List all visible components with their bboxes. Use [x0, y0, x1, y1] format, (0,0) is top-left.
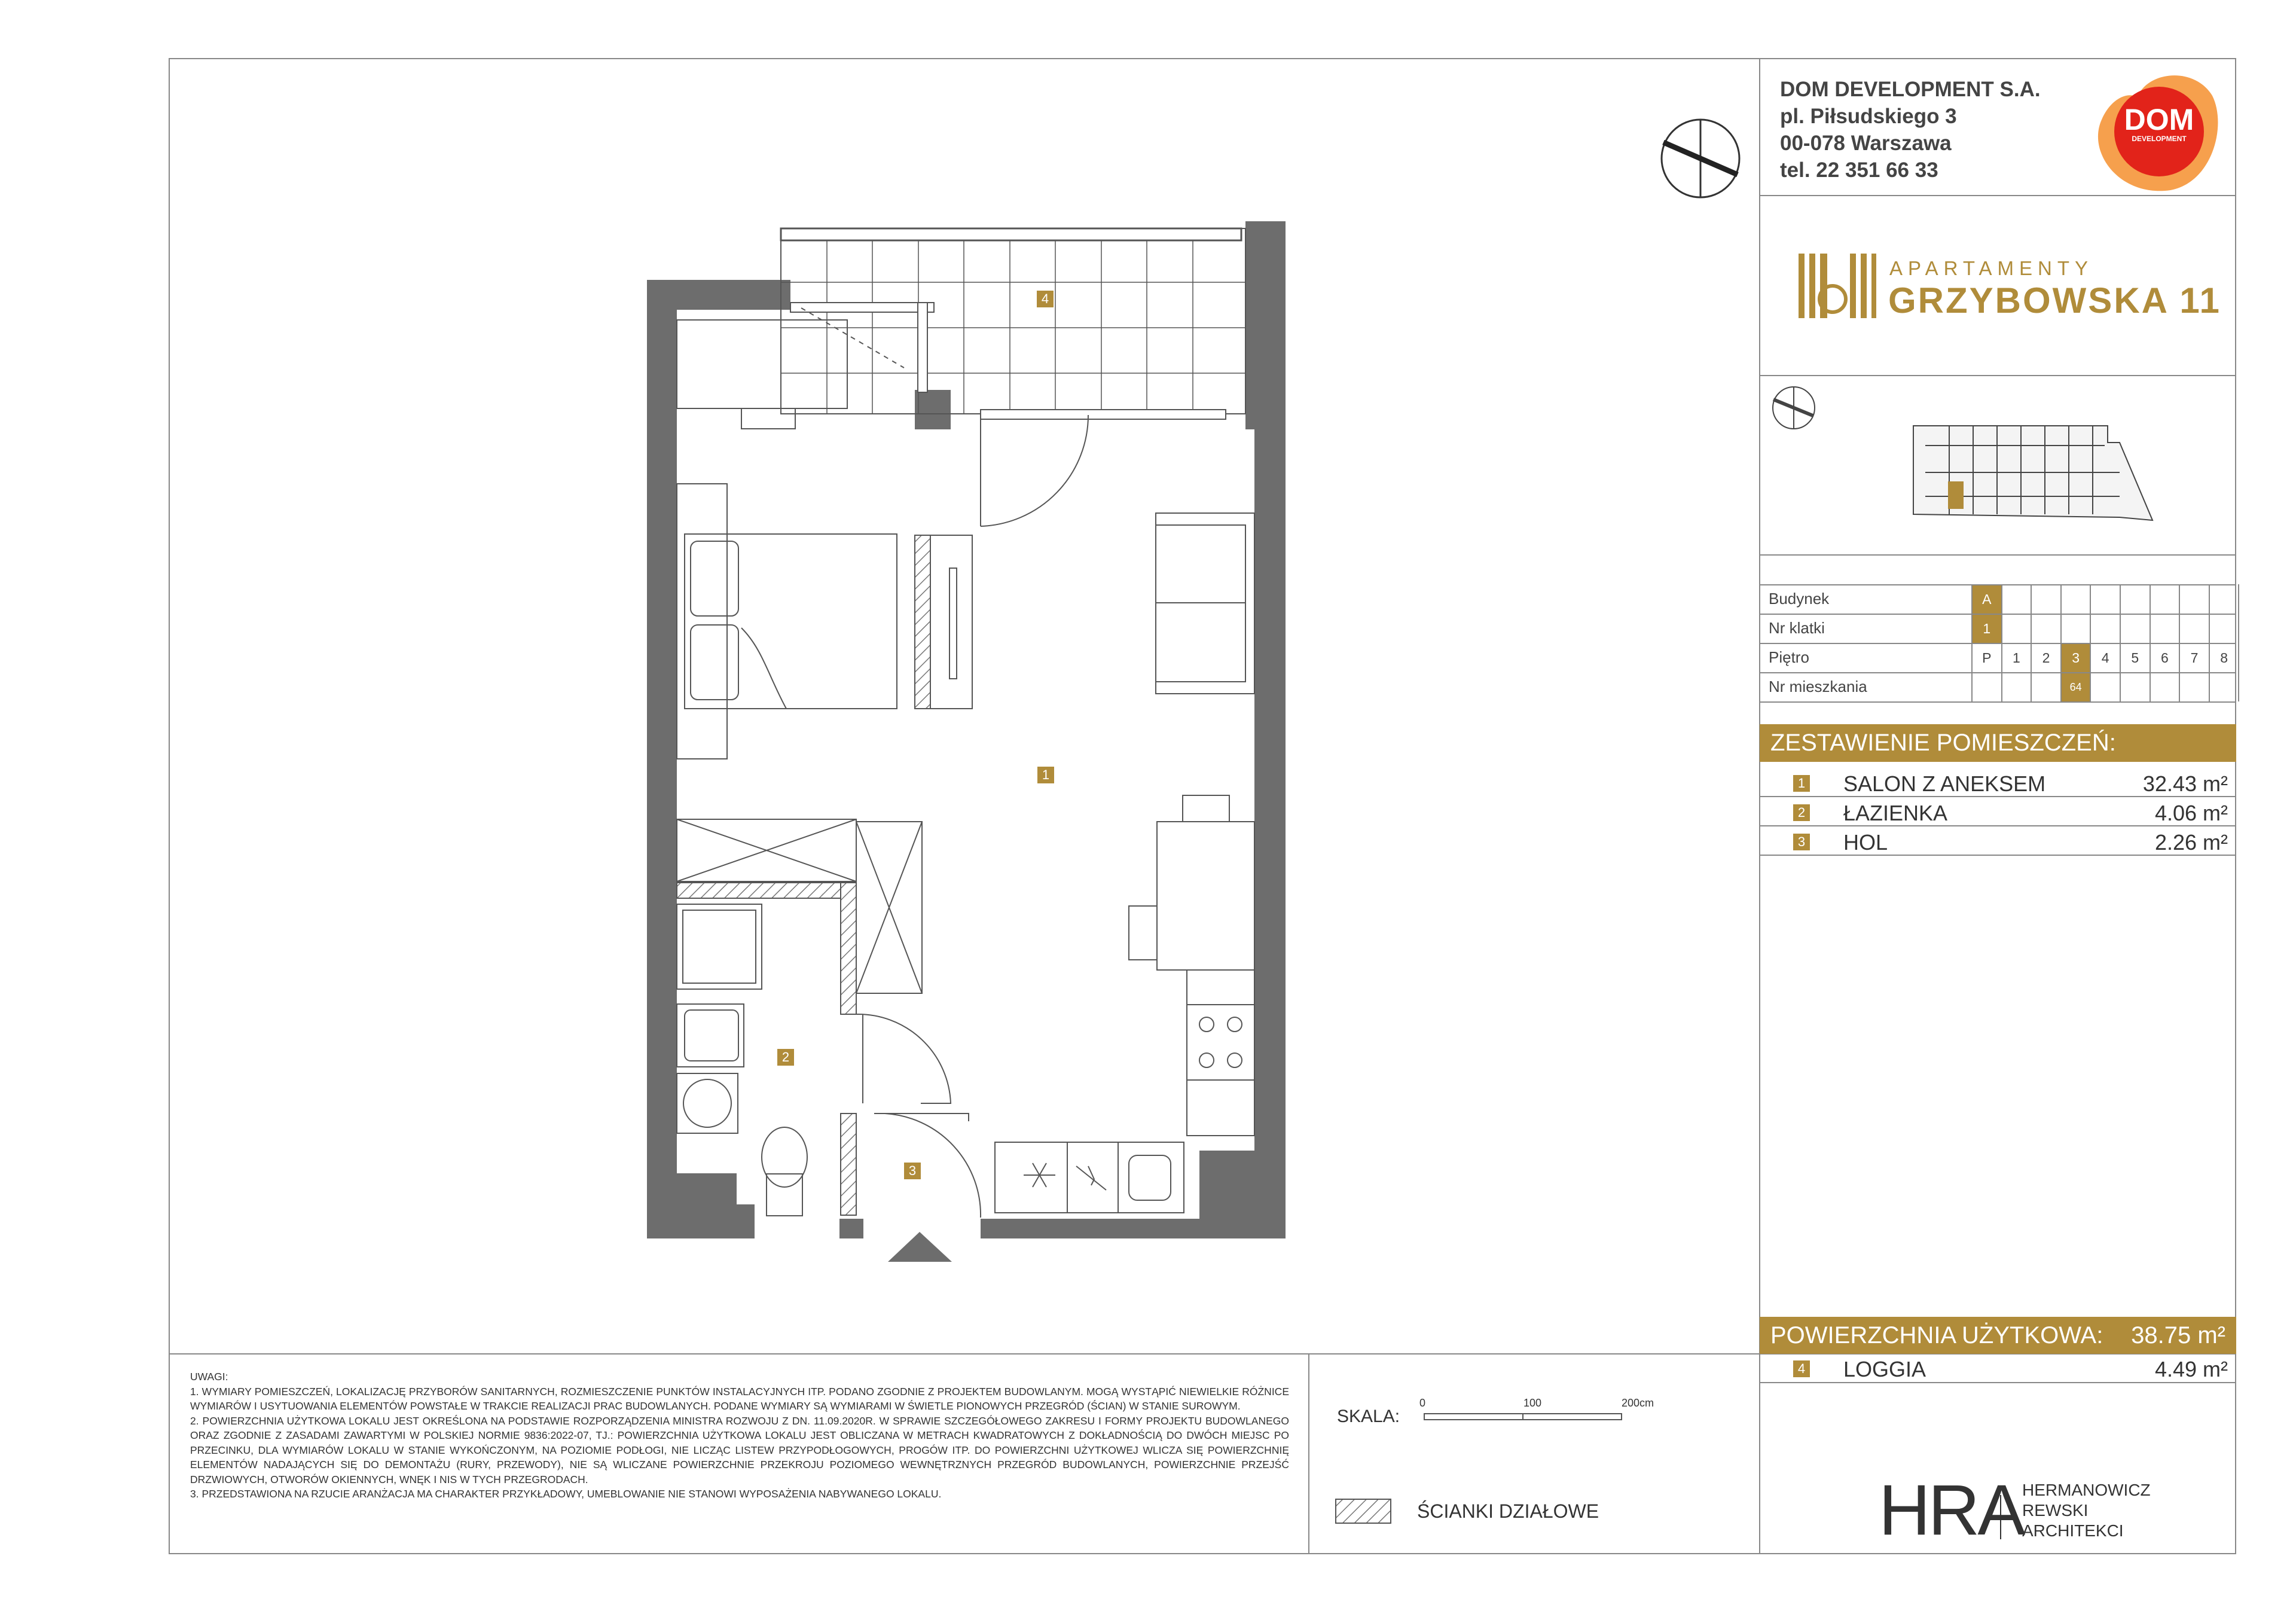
plan-label-bathroom: 2	[777, 1049, 794, 1066]
dom-logo-subtext: DEVELOPMENT	[2132, 135, 2187, 143]
unit-info-cell	[2062, 585, 2090, 614]
plan-label-loggia: 4	[1037, 291, 1054, 307]
company-address-city: 00-078 Warszawa	[1780, 132, 1952, 155]
room-num-3: 3	[1793, 834, 1810, 850]
room-num-1: 1	[1793, 775, 1810, 792]
unit-info-cell	[2032, 585, 2060, 614]
unit-info-cell: 8	[2220, 650, 2228, 666]
plan-label-hall: 3	[904, 1163, 921, 1179]
unit-info-cell	[2151, 615, 2179, 643]
unit-info-label: Budynek	[1769, 590, 1830, 608]
note-3: 3. PRZEDSTAWIONA NA RZUCIE ARANŻACJA MA CHARAKTER PRZYKŁADOWY, UMEBLOWANIE NIE STANOWI WYPOSAŻENIA NABYWANEGO LOKALU.	[190, 1488, 942, 1500]
architect-line2: REWSKI	[2022, 1501, 2089, 1520]
unit-info-cell: 64	[2062, 673, 2090, 701]
unit-info-cell: 1	[1973, 615, 2001, 643]
company-phone: tel. 22 351 66 33	[1780, 158, 1938, 182]
project-name-line1: APARTAMENTY	[1889, 257, 2094, 279]
unit-info-label: Piętro	[1769, 648, 1809, 666]
loggia	[781, 228, 1245, 419]
company-address-street: pl. Piłsudskiego 3	[1780, 105, 1957, 128]
sofa	[1156, 513, 1254, 694]
unit-info-cell	[2180, 585, 2209, 614]
compass-icon	[1662, 120, 1739, 197]
unit-info-cell	[2121, 615, 2150, 643]
usable-area-bar	[1760, 1317, 2236, 1354]
usable-area-label: POWIERZCHNIA UŻYTKOWA:	[1770, 1322, 2103, 1349]
unit-info-cell	[2151, 673, 2179, 701]
architect-name	[2022, 1480, 2151, 1541]
notes-title: UWAGI:	[190, 1371, 228, 1383]
architect-mark: HRA	[1879, 1470, 2023, 1550]
unit-info-cell	[2091, 615, 2120, 643]
room-name-3: HOL	[1843, 830, 1888, 855]
plan-label-salon: 1	[1037, 767, 1054, 783]
unit-info-label: Nr mieszkania	[1769, 678, 1867, 695]
unit-info-cell: 1	[2012, 650, 2020, 666]
bed	[677, 484, 897, 759]
notes-block	[190, 1369, 1289, 1502]
scale-tick-0: 0	[1419, 1397, 1426, 1409]
unit-info-cell: 2	[2042, 650, 2050, 666]
unit-info-cell: 4	[2101, 650, 2109, 666]
scale-label: SKALA:	[1337, 1407, 1400, 1426]
scale-bar	[1424, 1414, 1622, 1420]
desk	[677, 320, 847, 429]
unit-info-cell	[2210, 673, 2239, 701]
dom-logo-text: DOM	[2124, 103, 2194, 136]
unit-info-cell	[2091, 673, 2120, 701]
room-area-3: 2.26 m²	[2154, 830, 2228, 855]
note-2: 2. POWIERZCHNIA UŻYTKOWA LOKALU JEST OKREŚLONA NA PODSTAWIE ROZPORZĄDZENIA MINISTRA ROZWOJU Z DN. 11.09.2020R. W SPRAWIE SZCZEGÓŁOWEGO ZAKRESU I FORMY PROJEKTU BUDOWLANEGO ORAZ ZGODNIE Z ZASADAMI ZAWARTYMI W POLSKIEJ NORMIE 9836:2022-07, TJ.: POWIERZCHNIA UŻYTKOWA LOKALU JEST OBLICZANA W METRACH KWADRATOWYCH Z DOKŁADNOŚCIĄ DO DWÓCH MIEJSC PO PRZECINKU, DLA WYMIARÓW LOKALU W STANIE WYKOŃCZONYM, NA POZIOMIE PODŁOGI, NIE LICZĄC LISTEW PRZYPODŁOGOWYCH, PROGÓW ITP. DO POWIERZCHNI UŻYTKOWEJ WLICZA SIĘ POWIERZCHNIĘ ELEMENTÓW NADAJĄCYCH SIĘ DO DEMONTAŻU (RURY, PRZEWODY), NIE SĄ WLICZANE POWIERZCHNIE PRZEKROJU POZIOMEGO WEWNĘTRZNYCH PRZEGRÓD BUDOWLANYCH, POWIERZCHNIE PRZEJŚĆ DRZWIOWYCH, OTWORÓW OKIENNYCH, WNĘK I NIS W TYCH PRZEGRODACH.	[190, 1414, 1289, 1485]
unit-info-cell: 5	[2131, 650, 2139, 666]
rooms-header: ZESTAWIENIE POMIESZCZEŃ:	[1760, 724, 2236, 762]
unit-info-cell	[2002, 615, 2031, 643]
key-plan	[1773, 387, 2152, 520]
room-area-2: 4.06 m²	[2154, 801, 2228, 825]
unit-info-cell	[2210, 615, 2239, 643]
architect-line3: ARCHITEKCI	[2022, 1521, 2124, 1540]
unit-info-cell	[2002, 673, 2031, 701]
bathroom-fixtures	[677, 904, 981, 1218]
unit-info-label: Nr klatki	[1769, 619, 1825, 637]
loggia-area: 4.49 m²	[2154, 1357, 2228, 1381]
loggia-num: 4	[1793, 1360, 1810, 1377]
architect-line1: HERMANOWICZ	[2022, 1481, 2151, 1499]
project-logo-mark	[1799, 254, 1876, 318]
unit-info-cell	[2180, 673, 2209, 701]
scale-tick-200: 200cm	[1622, 1397, 1654, 1409]
unit-info-cell	[2032, 673, 2060, 701]
unit-info-cell: A	[1973, 585, 2001, 614]
unit-info-cell: 6	[2160, 650, 2169, 666]
usable-area-value: 38.75 m²	[2131, 1322, 2225, 1349]
room-name-2: ŁAZIENKA	[1843, 801, 1948, 825]
company-name: DOM DEVELOPMENT S.A.	[1780, 78, 2041, 101]
legend-partition-walls: ŚCIANKI DZIAŁOWE	[1417, 1500, 1599, 1522]
wardrobe	[677, 819, 922, 993]
loggia-name: LOGGIA	[1843, 1357, 1926, 1381]
project-name-line2: GRZYBOWSKA 11	[1888, 280, 2221, 321]
unit-info-cell	[2151, 585, 2179, 614]
entrance-marker	[888, 1232, 952, 1262]
room-name-1: SALON Z ANEKSEM	[1843, 771, 2046, 796]
note-1: 1. WYMIARY POMIESZCZEŃ, LOKALIZACJĘ PRZYBORÓW SANITARNYCH, ROZMIESZCZENIE PUNKTÓW INSTALACYJNYCH ITP. PODANO ZGODNIE Z PROJEKTEM BUDOWLANYM. MOGĄ WYSTĄPIĆ NIEWIELKIE RÓŻNICE WYMIARÓW I USYTUOWANIA ELEMENTÓW POWSTAŁE W TRAKCIE REALIZACJI PRAC BUDOWLANYCH. PODANE WYMIARY SĄ WYMIARAMI W ŚWIETLE PIONOWYCH PRZEGRÓD (ŚCIAN) W STANIE SUROWYM.	[190, 1385, 1289, 1412]
unit-info-cell	[2210, 585, 2239, 614]
unit-info-cell	[2002, 585, 2031, 614]
unit-info-cell	[2180, 615, 2209, 643]
room-area-1: 32.43 m²	[2142, 771, 2228, 796]
unit-info-cell	[2062, 615, 2090, 643]
balcony-door	[981, 415, 1088, 526]
walls	[647, 221, 1286, 1238]
unit-info-cell: 3	[2062, 644, 2090, 672]
unit-info-cell	[2121, 673, 2150, 701]
unit-info-cell	[2121, 585, 2150, 614]
unit-info-cell: P	[1982, 650, 1992, 666]
unit-info-cell	[2032, 615, 2060, 643]
company-block	[1780, 76, 2041, 184]
unit-info-cell: 7	[2190, 650, 2199, 666]
dining-table	[1129, 795, 1254, 970]
room-num-2: 2	[1793, 804, 1810, 821]
unit-info-cell	[1973, 673, 2001, 701]
unit-info-cell	[2091, 585, 2120, 614]
scale-tick-100: 100	[1523, 1397, 1542, 1409]
